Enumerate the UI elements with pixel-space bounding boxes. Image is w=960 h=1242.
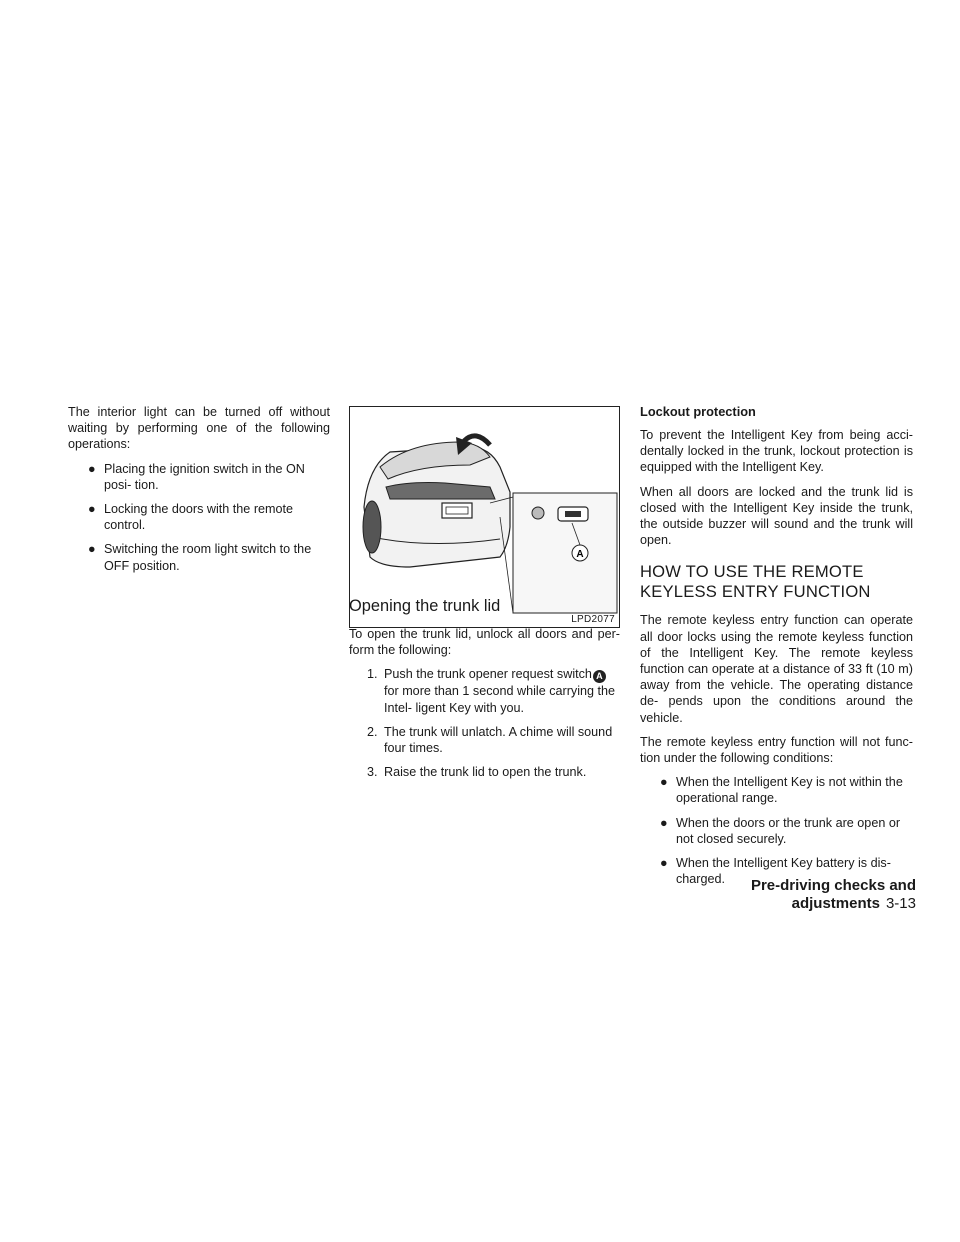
lockout-paragraph-2: When all doors are locked and the trunk lid is closed with the Intelligent Key inside the trunk, the outside buzzer will sound and the trunk will open. — [640, 484, 913, 548]
bullet-icon: ● — [660, 815, 668, 830]
page-number: 3-13 — [885, 895, 916, 912]
trunk-intro: To open the trunk lid, unlock all doors and per- form the following: — [349, 627, 620, 658]
list-item: ● When the Intelligent Key is not within the operational range. — [660, 775, 903, 806]
column-right — [640, 404, 913, 895]
list-item: 2. The trunk will unlatch. A chime will sound four times. — [367, 724, 613, 756]
list-item: ● When the doors or the trunk are open or not closed securely. — [660, 815, 901, 846]
column-left — [68, 404, 330, 582]
bullet-icon: ● — [88, 542, 96, 557]
section-heading-opening-trunk: Opening the trunk lid — [349, 597, 501, 615]
interior-light-intro: The interior light can be turned off without waiting by performing one of the following operations: — [68, 405, 330, 452]
callout-a-label: A — [576, 549, 584, 560]
bullet-icon: ● — [88, 502, 96, 517]
interior-light-bullets — [68, 461, 330, 574]
chapter-title: Pre-driving checks and adjustments — [750, 877, 916, 912]
list-item: 1. Push the trunk opener request switch Afor more than 1 second while carrying the Intel- ligent Key with you. — [367, 667, 616, 715]
trunk-steps — [349, 666, 620, 780]
bullet-icon: ● — [660, 775, 668, 790]
lockout-paragraph-1: To prevent the Intelligent Key from being acci- dentally locked in the trunk, lockout protection is equipped with the Intelligent Key. — [640, 428, 913, 475]
subheading-lockout-protection: Lockout protection — [640, 404, 756, 419]
remote-keyless-conditions — [640, 774, 913, 887]
list-item: 3. Raise the trunk lid to open the trunk. — [367, 765, 587, 780]
remote-keyless-paragraph: The remote keyless entry function can operate all door locks using the remote keyless function of the Intelligent Key. The remote keyless function can operate at a distance of 33 ft (10 m) away from the vehicle. The operating distance de- pends upon the conditions around the vehicle. — [640, 613, 913, 725]
list-item: ● When the Intelligent Key battery is dis- charged. — [660, 856, 891, 887]
section-heading-remote-keyless: HOW TO USE THE REMOTE KEYLESS ENTRY FUNCTION — [640, 562, 871, 602]
car-rear-illustration — [350, 407, 619, 615]
page-footer — [640, 877, 916, 913]
column-middle — [349, 596, 620, 788]
list-item: ● Switching the room light switch to the OFF position. — [88, 542, 312, 573]
figure-code: LPD2077 — [571, 614, 615, 625]
list-item: ● Placing the ignition switch in the ON posi- tion. — [88, 461, 305, 492]
bullet-icon: ● — [660, 856, 668, 871]
trunk-illustration — [349, 406, 620, 628]
remote-keyless-conditions-intro: The remote keyless entry function will not func- tion under the following conditions: — [640, 734, 913, 766]
bullet-icon: ● — [88, 461, 96, 476]
list-item: ● Locking the doors with the remote control. — [88, 502, 294, 533]
callout-a-icon: A — [593, 670, 606, 683]
